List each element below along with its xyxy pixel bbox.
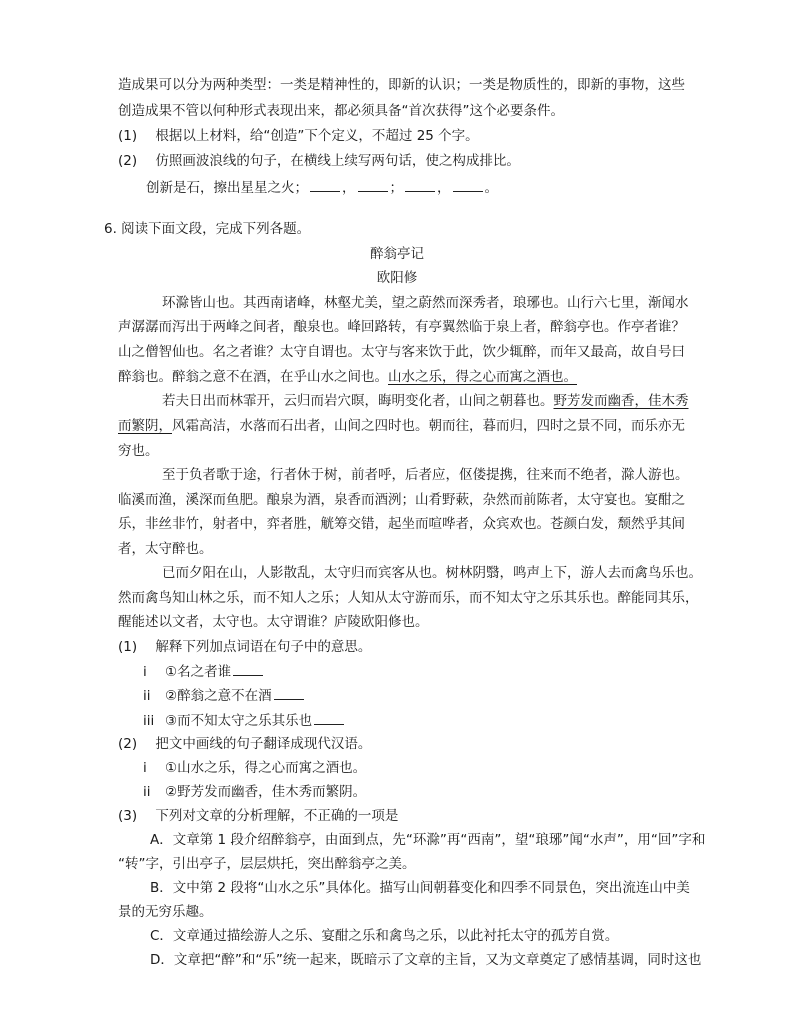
intro-line-2: 创造成果不管以何种形式表现出来，都必须具备“首次获得”这个必要条件。 [118,103,564,119]
q6-sub2-text: 把文中画线的句子翻译成现代汉语。 [155,736,372,752]
roman-numeral: i [143,760,147,776]
q6-sub2-num: (2) [118,736,138,752]
p2-line-1 [162,391,689,411]
underlined-sentence-2b: 而繁阴， [118,418,172,434]
underlined-sentence-1: 山水之乐，得之心而寓之酒也。 [388,369,577,385]
q6-sub3 [118,806,398,826]
q5-fill-prompt: 创新是石，擦出星星之火； [146,180,308,196]
answer-blank[interactable] [453,177,483,192]
p2-line-2 [118,416,685,436]
option-a-line-1[interactable]: A．文章第 1 段介绍醉翁亭，由面到点，先“环滁”再“西南”，望“琅琊”闻“水声”，用“回”字和 [150,832,706,848]
punct: ， [342,180,356,196]
p2-line-3: 穷也。 [118,443,159,459]
roman-numeral: ii [143,784,151,800]
q5-sub2-text: 仿照画波浪线的句子，在横线上续写两句话，使之构成排比。 [155,153,520,169]
punct: ； [389,180,403,196]
q6-sub3-text: 下列对文章的分析理解，不正确的一项是 [155,808,399,824]
option-a-line-2[interactable]: “转”字，引出亭子，层层烘托，突出醉翁亭之美。 [118,856,416,872]
option-b-line-2[interactable]: 景的无穷乐趣。 [118,904,213,920]
p1-line-1: 环滁皆山也。其西南诸峰，林壑尤美，望之蔚然而深秀者，琅琊也。山行六七里，渐闻水 [162,295,689,311]
p1-line-3: 山之僧智仙也。名之者谁？太守自谓也。太守与客来饮于此，饮少辄醉，而年又最高，故自号曰 [118,344,685,360]
underlined-sentence-2a: 野芳发而幽香，佳木秀 [553,393,689,409]
item-text: ①名之者谁 [165,664,232,680]
q6-sub2-item-i [143,758,366,778]
q6-sub1-item-ii [143,685,306,706]
p3-line-4: 者，太守醉也。 [118,541,213,557]
q5-sub1-text: 根据以上材料，给“创造”下个定义，不超过 25 个字。 [155,128,479,144]
q6-sub3-num: (3) [118,808,138,824]
item-text: ③而不知太守之乐其乐也 [165,713,313,729]
q5-sub2 [118,151,520,171]
p3-line-1: 至于负者歌于途，行者休于树，前者呼，后者应，伛偻提携，往来而不绝者，滁人游也。 [162,467,689,483]
q6-sub1 [118,637,371,657]
q6-sub2-item-ii [143,782,366,802]
q6-sub1-item-i [143,661,265,682]
item-text: ②野芳发而幽香，佳木秀而繁阴。 [165,784,367,800]
punct: 。 [484,180,498,196]
p1-line-4-text: 醉翁也。醉翁之意不在酒，在乎山水之间也。 [118,369,388,385]
p4-line-1: 已而夕阳在山，人影散乱，太守归而宾客从也。树林阴翳，鸣声上下，游人去而禽鸟乐也。 [162,565,702,581]
p4-line-3: 醒能述以文者，太守也。太守谓谁？庐陵欧阳修也。 [118,614,429,630]
p1-line-4 [118,367,577,387]
p3-line-2: 临溪而渔，溪深而鱼肥。酿泉为酒，泉香而酒洌；山肴野蔌，杂然而前陈者，太守宴也。宴酣之 [118,492,685,508]
answer-blank[interactable] [233,661,263,676]
q5-sub2-num: (2) [118,153,138,169]
passage-title: 醉翁亭记 [370,246,424,262]
item-text: ②醉翁之意不在酒 [165,688,272,704]
p4-line-2: 然而禽鸟知山林之乐，而不知人之乐；人知从太守游而乐，而不知太守之乐其乐也。醉能同其乐， [118,590,699,606]
q6-sub1-text: 解释下列加点词语在句子中的意思。 [155,639,372,655]
q5-sub1-num: (1) [118,128,138,144]
q5-fill-line [146,177,498,198]
p2-line-1-text: 若夫日出而林霏开，云归而岩穴暝，晦明变化者，山间之朝暮也。 [162,393,554,409]
q6-sub1-item-iii [143,710,346,731]
p3-line-3: 乐，非丝非竹，射者中，弈者胜，觥筹交错，起坐而喧哗者，众宾欢也。苍颜白发，颓然乎其间 [118,516,685,532]
option-b-line-1[interactable]: B．文中第 2 段将“山水之乐”具体化。描写山间朝暮变化和四季不同景色，突出流连山中美 [150,880,690,896]
p1-line-2: 声潺潺而泻出于两峰之间者，酿泉也。峰回路转，有亭翼然临于泉上者，醉翁亭也。作亭者谁？ [118,319,685,335]
answer-blank[interactable] [358,177,388,192]
p2-line-2-text: 风霜高洁，水落而石出者，山间之四时也。朝而往，暮而归，四时之景不同，而乐亦无 [172,418,685,434]
option-c-line-1[interactable]: C．文章通过描绘游人之乐、宴酣之乐和禽鸟之乐，以此衬托太守的孤芳自赏。 [150,928,619,944]
q6-header: 6. 阅读下面文段，完成下列各题。 [104,221,311,237]
intro-line-1: 造成果可以分为两种类型：一类是精神性的，即新的认识；一类是物质性的，即新的事物，这些 [118,77,685,93]
q5-sub1 [118,126,479,146]
punct: ， [437,180,451,196]
roman-numeral: iii [143,713,155,729]
answer-blank[interactable] [314,710,344,725]
q6-sub2 [118,734,371,754]
option-d-line-1[interactable]: D．文章把“醉”和“乐”统一起来，既暗示了文章的主旨，又为文章奠定了感情基调，同时这也 [150,952,702,968]
passage-author: 欧阳修 [376,270,418,286]
answer-blank[interactable] [274,685,304,700]
roman-numeral: i [143,664,147,680]
answer-blank[interactable] [405,177,435,192]
item-text: ①山水之乐，得之心而寓之酒也。 [165,760,367,776]
answer-blank[interactable] [310,177,340,192]
q6-sub1-num: (1) [118,639,138,655]
roman-numeral: ii [143,688,151,704]
